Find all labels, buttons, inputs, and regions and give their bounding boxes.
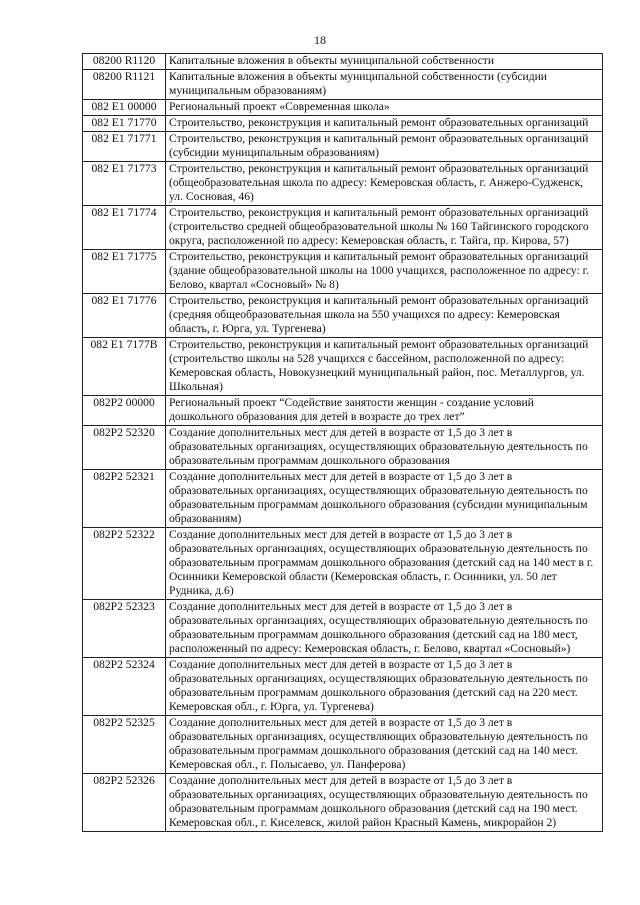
row-code: 082 E1 71770 [83,116,166,132]
row-description: Создание дополнительных мест для детей в возрасте от 1,5 до 3 лет в образовательных организациях, осуществляющих образовательную деятельность по образовательным программам дошкольного образования (субсидии муниципальным образованиям) [166,470,603,528]
row-code: 082P2 52323 [83,600,166,658]
row-description: Создание дополнительных мест для детей в возрасте от 1,5 до 3 лет в образовательных организациях, осуществляющих образовательную деятельность по образовательным программам дошкольного образования (детский сад на 220 мест. Кемеровская обл., г. Юрга, ул. Тургенева) [166,658,603,716]
table-row [83,774,603,832]
row-description: Капитальные вложения в объекты муниципальной собственности [166,54,603,70]
table-row [83,206,603,250]
table-row [83,70,603,100]
table-row [83,162,603,206]
table-row [83,600,603,658]
row-description: Создание дополнительных мест для детей в возрасте от 1,5 до 3 лет в образовательных организациях, осуществляющих образовательную деятельность по образовательным программам дошкольного образования [166,426,603,470]
table-row [83,658,603,716]
row-code: 08200 R1120 [83,54,166,70]
row-code: 082 E1 00000 [83,100,166,116]
table-row [83,116,603,132]
row-description: Создание дополнительных мест для детей в возрасте от 1,5 до 3 лет в образовательных организациях, осуществляющих образовательную деятельность по образовательным программам дошкольного образования (детский сад на 190 мест. Кемеровская обл., г. Киселевск, жилой район Красный Камень, микрорайон 2) [166,774,603,832]
row-code: 082 E1 7177B [83,338,166,396]
row-code: 082P2 52324 [83,658,166,716]
row-description: Создание дополнительных мест для детей в возрасте от 1,5 до 3 лет в образовательных организациях, осуществляющих образовательную деятельность по образовательным программам дошкольного образования (детский сад на 140 мест. Кемеровская обл., г. Полысаево, ул. Панферова) [166,716,603,774]
table-row [83,100,603,116]
table-row [83,338,603,396]
row-code: 08200 R1121 [83,70,166,100]
row-description: Создание дополнительных мест для детей в возрасте от 1,5 до 3 лет в образовательных организациях, осуществляющих образовательную деятельность по образовательным программам дошкольного образования (детский сад на 140 мест в г. Осинники Кемеровской области (Кемеровская область, г. Осинники, ул. 50 лет Рудника, д.6) [166,528,603,600]
page-number: 18 [314,33,326,47]
row-code: 082P2 52326 [83,774,166,832]
row-description: Строительство, реконструкция и капитальный ремонт образовательных организаций (строительство школы на 528 учащихся с бассейном, расположенной по адресу: Кемеровская область, Новокузнецкий муниципальный район, пос. Металлургов, ул. Школьная) [166,338,603,396]
row-code: 082 E1 71774 [83,206,166,250]
table-row [83,294,603,338]
row-code: 082 E1 71771 [83,132,166,162]
row-code: 082P2 52325 [83,716,166,774]
row-description: Региональный проект “Содействие занятости женщин - создание условий дошкольного образования для детей в возрасте до трех лет” [166,396,603,426]
row-description: Капитальные вложения в объекты муниципальной собственности (субсидии муниципальным образованиям) [166,70,603,100]
table-row [83,716,603,774]
row-description: Строительство, реконструкция и капитальный ремонт образовательных организаций (здание общеобразовательной школы на 1000 учащихся, расположенное по адресу: г. Белово, квартал «Сосновый» № 8) [166,250,603,294]
row-code: 082 E1 71776 [83,294,166,338]
row-description: Строительство, реконструкция и капитальный ремонт образовательных организаций (субсидии муниципальным образованиям) [166,132,603,162]
row-description: Строительство, реконструкция и капитальный ремонт образовательных организаций [166,116,603,132]
row-description: Региональный проект «Современная школа» [166,100,603,116]
row-description: Создание дополнительных мест для детей в возрасте от 1,5 до 3 лет в образовательных организациях, осуществляющих образовательную деятельность по образовательным программам дошкольного образования (детский сад на 180 мест, расположенный по адресу: Кемеровская область, г. Белово, квартал «Сосновый») [166,600,603,658]
budget-classification-table [82,53,603,832]
table-row [83,426,603,470]
row-code: 082P2 00000 [83,396,166,426]
row-code: 082 E1 71775 [83,250,166,294]
table-row [83,250,603,294]
table-row [83,132,603,162]
row-code: 082P2 52322 [83,528,166,600]
row-code: 082P2 52320 [83,426,166,470]
row-code: 082 E1 71773 [83,162,166,206]
table-row [83,396,603,426]
table-row [83,470,603,528]
row-description: Строительство, реконструкция и капитальный ремонт образовательных организаций (средняя общеобразовательная школа на 550 учащихся по адресу: Кемеровская область, г. Юрга, ул. Тургенева) [166,294,603,338]
row-description: Строительство, реконструкция и капитальный ремонт образовательных организаций (общеобразовательная школа по адресу: Кемеровская область, г. Анжеро-Судженск, ул. Сосновая, 46) [166,162,603,206]
row-description: Строительство, реконструкция и капитальный ремонт образовательных организаций (строительство средней общеобразовательной школы № 160 Тайгинского городского округа, расположенной по адресу: Кемеровская область, г. Тайга, пр. Кирова, 57) [166,206,603,250]
table-row [83,54,603,70]
table-row [83,528,603,600]
row-code: 082P2 52321 [83,470,166,528]
